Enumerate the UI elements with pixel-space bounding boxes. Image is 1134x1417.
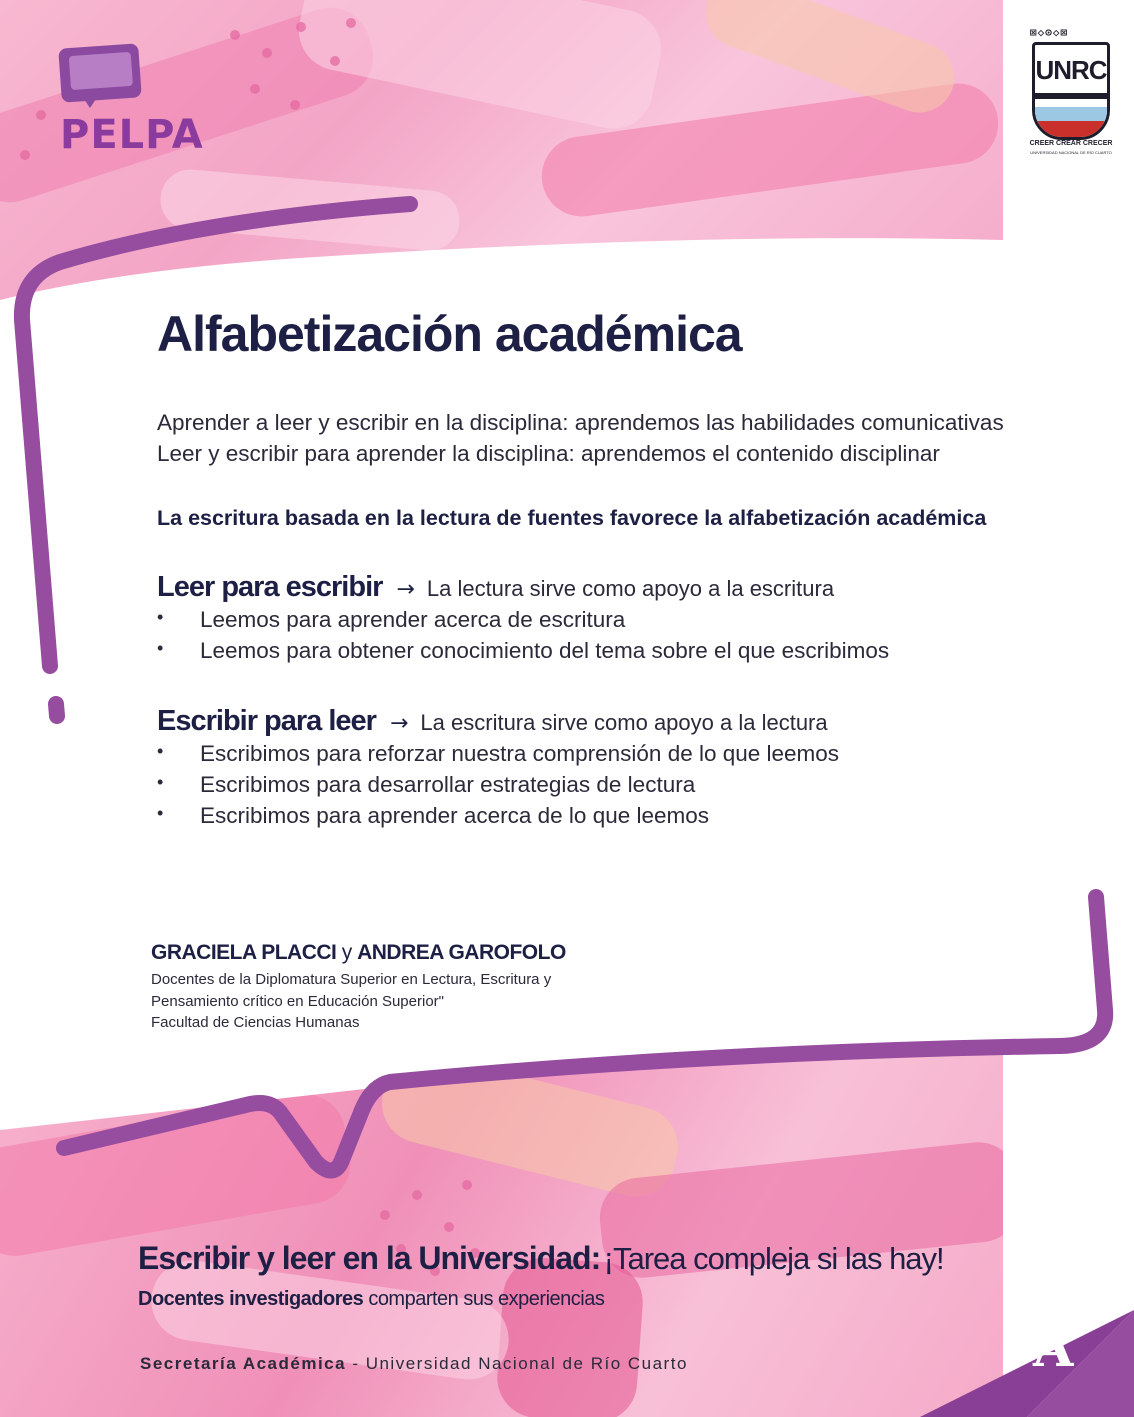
bullet-icon: •: [157, 772, 164, 792]
secretaria-label: Secretaría Académica - Universidad Nacional de Río Cuarto: [140, 1354, 688, 1373]
list-item: • Leemos para aprender acerca de escritura: [157, 607, 626, 632]
bullet-icon: •: [157, 638, 164, 658]
list-item: • Escribimos para reforzar nuestra comprensión de lo que leemos: [157, 741, 840, 766]
section-header-leer: [157, 571, 834, 604]
intro-line-1: Aprender a leer y escribir en la disciplina: aprendemos las habilidades comunicativas: [157, 410, 1004, 435]
arrow-right-icon: →: [389, 711, 409, 736]
section-description: La escritura sirve como apoyo a la lectura: [420, 710, 828, 735]
shield-icon: [1032, 42, 1110, 140]
author-name-1: GRACIELA PLACCI: [151, 941, 337, 964]
footer-title: Escribir y leer en la Universidad: ¡Tarea compleja si las hay!: [138, 1240, 944, 1276]
list-item: • Escribimos para desarrollar estrategias de lectura: [157, 772, 696, 797]
section-a-icon: A: [1033, 1318, 1074, 1379]
intro-line-2: Leer y escribir para aprender la disciplina: aprendemos el contenido disciplinar: [157, 441, 940, 466]
footer-subtitle: Docentes investigadores comparten sus experiencias: [138, 1288, 605, 1310]
author-name-2: ANDREA GAROFOLO: [357, 941, 566, 964]
list-item: • Escribimos para aprender acerca de lo que leemos: [157, 803, 710, 828]
ornament-icon: ⊠◇⊙◇⊠: [1030, 26, 1069, 39]
unrc-subtitle: UNIVERSIDAD NACIONAL DE RÍO CUARTO: [1030, 150, 1112, 155]
emphasis-statement: La escritura basada en la lectura de fuentes favorece la alfabetización académica: [157, 506, 987, 530]
author-conjunction: y: [341, 941, 352, 964]
arrow-right-icon: →: [396, 577, 415, 602]
bullet-icon: •: [157, 803, 164, 823]
author-affiliation: Docentes de la Diplomatura Superior en Lectura, Escritura y Pensamiento crítico en Educación Superior" Facultad de Ciencias Humanas: [151, 971, 552, 1031]
section-title: Leer para escribir: [157, 571, 383, 603]
speech-bubble-icon: [58, 43, 142, 102]
bullet-icon: •: [157, 607, 164, 627]
bullet-icon: •: [157, 741, 164, 761]
unrc-logo: [1026, 26, 1116, 158]
author-names: [151, 941, 566, 965]
pelpa-logo: [56, 40, 206, 160]
section-header-escribir: [157, 705, 828, 738]
section-description: La lectura sirve como apoyo a la escritura: [426, 576, 835, 601]
page-title: Alfabetización académica: [157, 306, 742, 362]
section-title: Escribir para leer: [157, 705, 376, 737]
pelpa-wordmark: PELPA: [60, 112, 204, 158]
bullet-list-leer: [157, 607, 889, 669]
bullet-list-escribir: [157, 741, 839, 834]
corner-badge: [920, 1310, 1134, 1417]
authors-block: [151, 941, 566, 1034]
list-item: • Leemos para obtener conocimiento del tema sobre el que escribimos: [157, 638, 890, 663]
unrc-wordmark: UNRC: [1035, 55, 1107, 85]
unrc-motto: CREER CREAR CRECER: [1029, 140, 1113, 147]
